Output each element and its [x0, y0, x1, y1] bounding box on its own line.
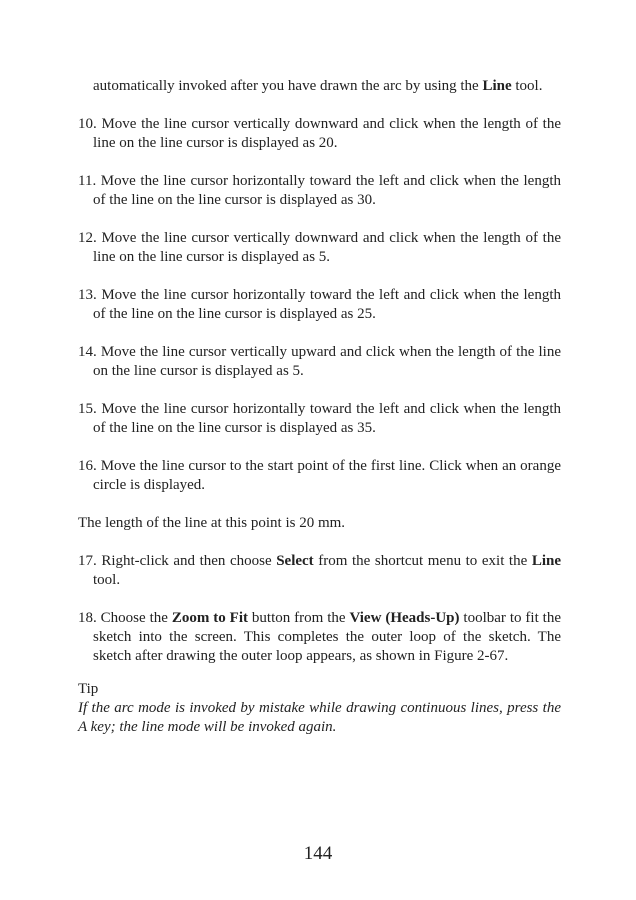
step-17-text-a: 17. Right-click and then choose	[78, 553, 277, 569]
step-18-text-e: toolbar to fit the sketch into the screen. This completes the outer loop of the sketch. The sketch after drawing the outer loop appears, as shown in Figure 2-67.	[93, 610, 561, 664]
step-13: 13. Move the line cursor horizontally toward the left and click when the length of the line on the line cursor is displayed as 25.	[78, 287, 561, 322]
step-18-bold-view: View (Heads-Up)	[349, 610, 460, 626]
step-17	[78, 552, 561, 590]
step-11: 11. Move the line cursor horizontally toward the left and click when the length of the line on the line cursor is displayed as 30.	[78, 173, 561, 208]
page-number: 144	[303, 843, 333, 864]
intro-text-b: tool.	[511, 78, 543, 94]
step-17-text-c: from the shortcut menu to exit the	[313, 553, 532, 569]
step-17-text-e: tool.	[93, 572, 121, 588]
step-18-text-a: 18. Choose the	[78, 610, 172, 626]
step-12: 12. Move the line cursor vertically downward and click when the length of the line on the line cursor is displayed as 5.	[78, 230, 561, 265]
document-body	[78, 77, 561, 737]
tip-label: Tip	[78, 681, 99, 697]
note-paragraph: The length of the line at this point is 20 mm.	[78, 515, 346, 531]
step-18-bold-zoom: Zoom to Fit	[171, 610, 248, 626]
intro-paragraph	[78, 77, 561, 96]
step-17-bold-select: Select	[276, 553, 314, 569]
step-17-bold-line: Line	[531, 553, 562, 569]
step-18-text-c: button from the	[247, 610, 350, 626]
tip-text: If the arc mode is invoked by mistake while drawing continuous lines, press the A key; the line mode will be invoked again.	[78, 700, 561, 735]
intro-bold-line: Line	[482, 78, 512, 94]
step-18	[78, 609, 561, 666]
step-14: 14. Move the line cursor vertically upward and click when the length of the line on the line cursor is displayed as 5.	[78, 344, 561, 379]
step-10: 10. Move the line cursor vertically downward and click when the length of the line on the line cursor is displayed as 20.	[78, 116, 561, 151]
intro-text-a: automatically invoked after you have drawn the arc by using the	[93, 78, 483, 94]
step-15: 15. Move the line cursor horizontally toward the left and click when the length of the line on the line cursor is displayed as 35.	[78, 401, 561, 436]
step-16: 16. Move the line cursor to the start point of the first line. Click when an orange circle is displayed.	[78, 458, 561, 493]
